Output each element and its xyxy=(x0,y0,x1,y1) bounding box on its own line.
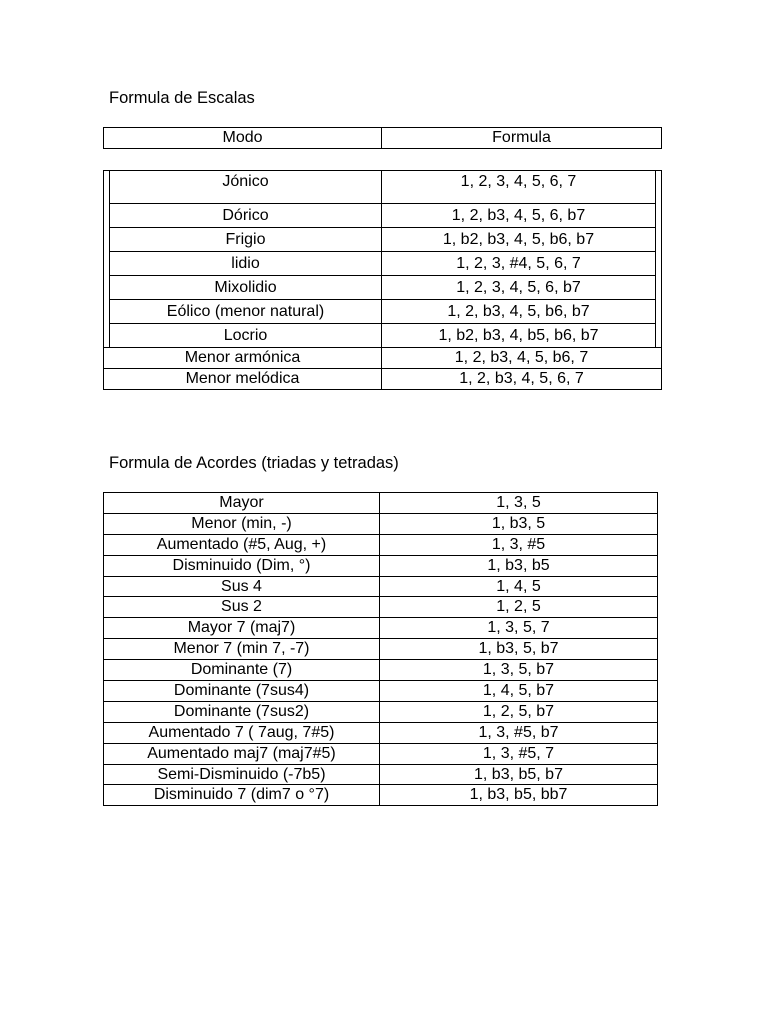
row-formula-cell: 1, 2, 3, 4, 5, 6, 7 xyxy=(382,171,656,204)
scales-header-table xyxy=(103,127,662,149)
table-row xyxy=(104,618,658,639)
row-formula-cell: 1, 2, 5 xyxy=(380,597,658,618)
table-row xyxy=(104,597,658,618)
table-row xyxy=(110,324,656,348)
row-name-cell: Semi-Disminuido (-7b5) xyxy=(104,764,380,785)
row-formula-cell: 1, 2, 3, #4, 5, 6, 7 xyxy=(382,252,656,276)
row-name-cell: Frigio xyxy=(110,228,382,252)
chords-table-body xyxy=(104,493,658,806)
row-name-cell: Dominante (7) xyxy=(104,660,380,681)
table-row xyxy=(110,276,656,300)
table-row xyxy=(104,785,658,806)
row-formula-cell: 1, 2, b3, 4, 5, b6, 7 xyxy=(382,348,662,369)
table-row xyxy=(110,228,656,252)
row-name-cell: Mayor 7 (maj7) xyxy=(104,618,380,639)
row-name-cell: Menor melódica xyxy=(104,369,382,390)
table-row xyxy=(104,764,658,785)
row-name-cell: Mixolidio xyxy=(110,276,382,300)
row-formula-cell: 1, b2, b3, 4, b5, b6, b7 xyxy=(382,324,656,348)
row-name-cell: Menor (min, -) xyxy=(104,513,380,534)
row-name-cell: Dórico xyxy=(110,204,382,228)
modes-table xyxy=(109,170,656,348)
row-formula-cell: 1, b3, 5 xyxy=(380,513,658,534)
row-name-cell: Sus 4 xyxy=(104,576,380,597)
row-name-cell: lidio xyxy=(110,252,382,276)
table-row xyxy=(104,743,658,764)
table-row xyxy=(104,493,658,514)
table-row xyxy=(104,701,658,722)
table-row xyxy=(110,252,656,276)
row-formula-cell: 1, b3, b5, b7 xyxy=(380,764,658,785)
table-row xyxy=(104,534,658,555)
row-formula-cell: 1, 4, 5 xyxy=(380,576,658,597)
row-name-cell: Menor 7 (min 7, -7) xyxy=(104,639,380,660)
table-row xyxy=(104,722,658,743)
row-name-cell: Dominante (7sus4) xyxy=(104,681,380,702)
table-row xyxy=(104,555,658,576)
table-row xyxy=(104,576,658,597)
table-row xyxy=(104,513,658,534)
row-formula-cell: 1, 3, 5, 7 xyxy=(380,618,658,639)
column-header-mode: Modo xyxy=(104,128,382,149)
row-name-cell: Disminuido (Dim, °) xyxy=(104,555,380,576)
row-formula-cell: 1, 3, 5 xyxy=(380,493,658,514)
column-header-formula: Formula xyxy=(382,128,662,149)
chords-table xyxy=(103,492,658,806)
table-row xyxy=(104,681,658,702)
table-row xyxy=(110,171,656,204)
table-row xyxy=(104,348,662,369)
extra-scales-table xyxy=(103,347,662,390)
row-formula-cell: 1, 3, 5, b7 xyxy=(380,660,658,681)
row-formula-cell: 1, 2, b3, 4, 5, 6, 7 xyxy=(382,369,662,390)
row-formula-cell: 1, b3, b5, bb7 xyxy=(380,785,658,806)
row-name-cell: Mayor xyxy=(104,493,380,514)
row-name-cell: Sus 2 xyxy=(104,597,380,618)
table-row xyxy=(104,660,658,681)
extra-scales-body xyxy=(104,348,662,390)
table-row xyxy=(110,204,656,228)
row-formula-cell: 1, 2, b3, 4, 5, 6, b7 xyxy=(382,204,656,228)
row-name-cell: Aumentado (#5, Aug, +) xyxy=(104,534,380,555)
scales-heading: Formula de Escalas xyxy=(109,89,255,107)
row-formula-cell: 1, 2, b3, 4, 5, b6, b7 xyxy=(382,300,656,324)
row-formula-cell: 1, b3, b5 xyxy=(380,555,658,576)
row-name-cell: Jónico xyxy=(110,171,382,204)
table-row xyxy=(104,639,658,660)
table-row xyxy=(110,300,656,324)
row-formula-cell: 1, 3, #5 xyxy=(380,534,658,555)
table-row xyxy=(104,369,662,390)
modes-table-body xyxy=(110,171,656,348)
row-formula-cell: 1, 3, #5, 7 xyxy=(380,743,658,764)
row-formula-cell: 1, 2, 3, 4, 5, 6, b7 xyxy=(382,276,656,300)
row-formula-cell: 1, b2, b3, 4, 5, b6, b7 xyxy=(382,228,656,252)
row-formula-cell: 1, 4, 5, b7 xyxy=(380,681,658,702)
chords-heading: Formula de Acordes (triadas y tetradas) xyxy=(109,454,399,472)
row-formula-cell: 1, b3, 5, b7 xyxy=(380,639,658,660)
row-formula-cell: 1, 2, 5, b7 xyxy=(380,701,658,722)
row-name-cell: Disminuido 7 (dim7 o °7) xyxy=(104,785,380,806)
row-formula-cell: 1, 3, #5, b7 xyxy=(380,722,658,743)
row-name-cell: Locrio xyxy=(110,324,382,348)
row-name-cell: Dominante (7sus2) xyxy=(104,701,380,722)
scales-header-row xyxy=(104,128,662,149)
row-name-cell: Aumentado 7 ( 7aug, 7#5) xyxy=(104,722,380,743)
row-name-cell: Eólico (menor natural) xyxy=(110,300,382,324)
row-name-cell: Menor armónica xyxy=(104,348,382,369)
row-name-cell: Aumentado maj7 (maj7#5) xyxy=(104,743,380,764)
